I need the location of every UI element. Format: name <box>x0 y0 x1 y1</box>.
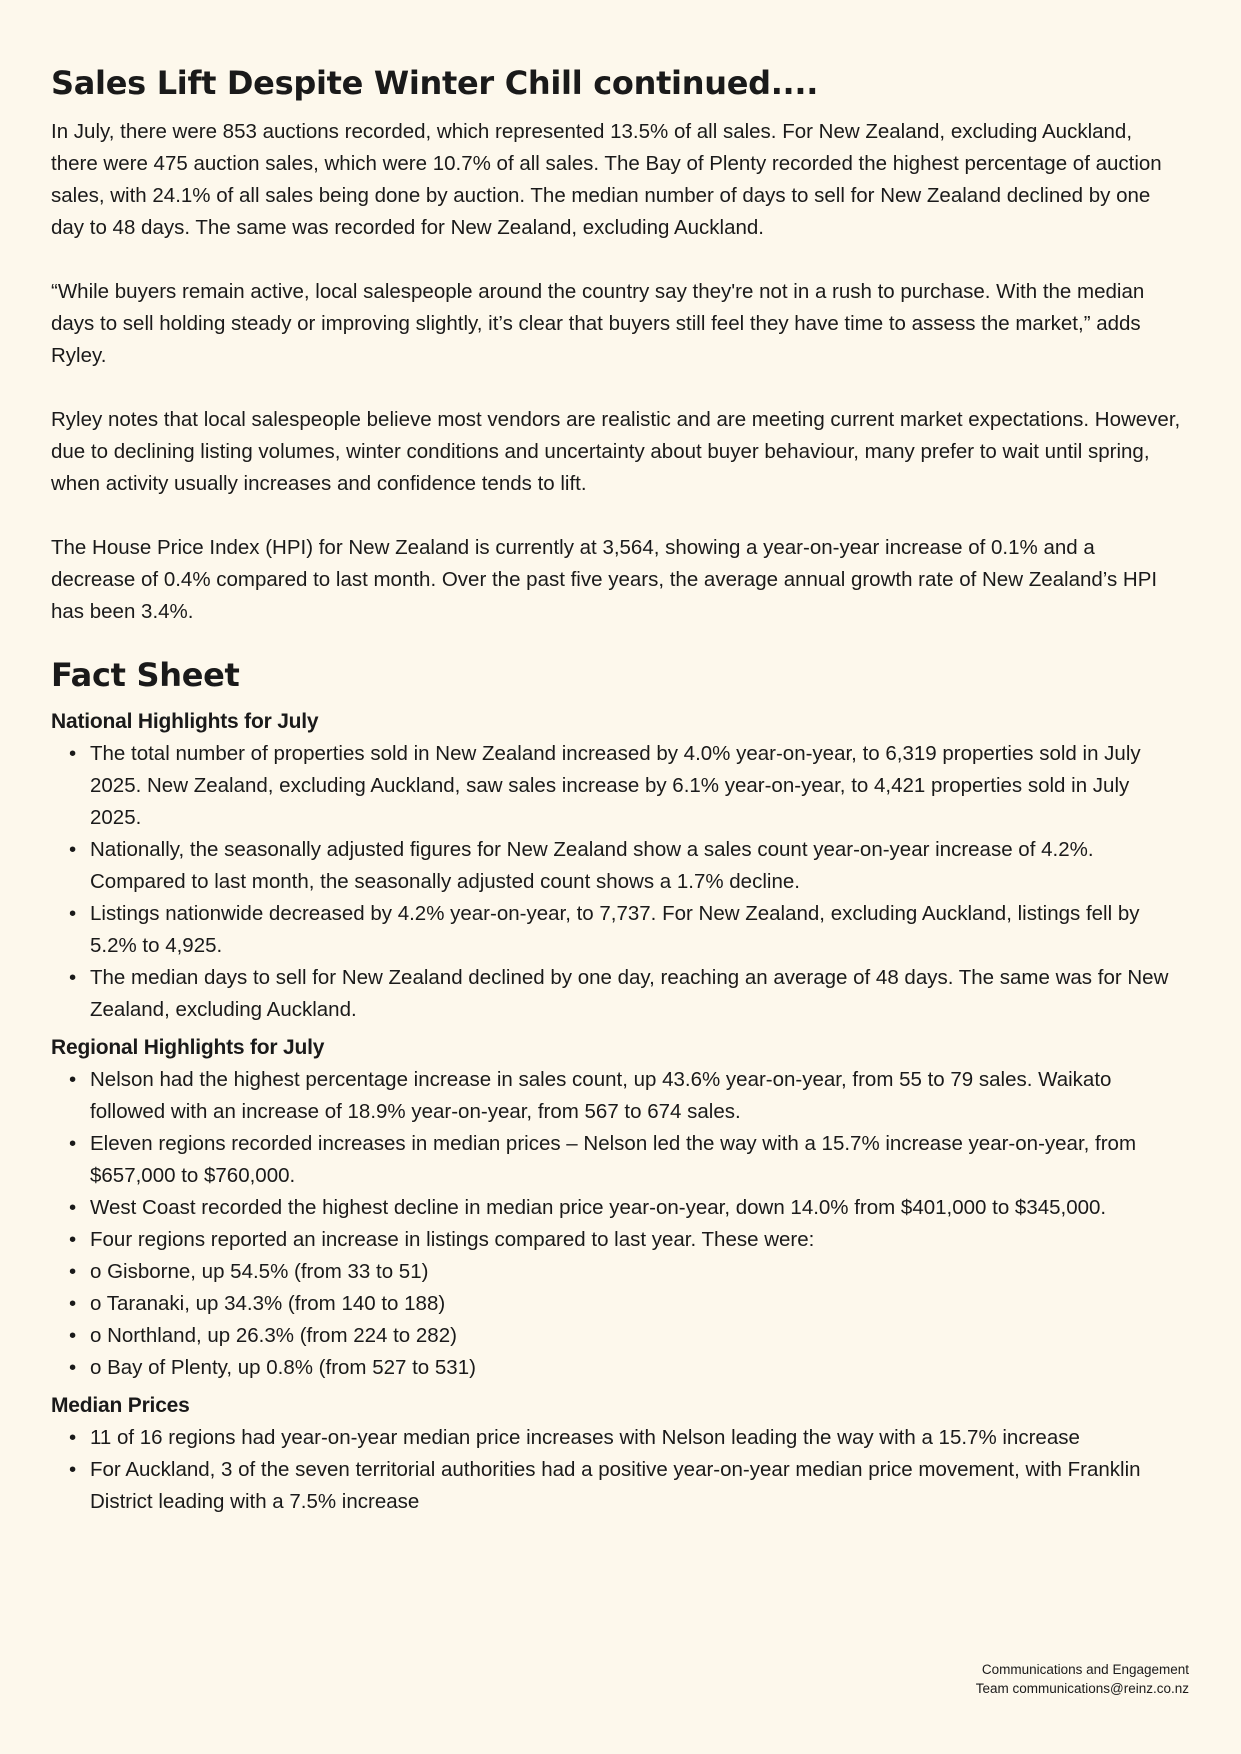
list-item: • o Gisborne, up 54.5% (from 33 to 51) <box>90 1256 1181 1288</box>
list-item: • West Coast recorded the highest decline in median price year-on-year, down 14.0% from $401,000 to $345,000. <box>90 1192 1181 1224</box>
list-item: • o Taranaki, up 34.3% (from 140 to 188) <box>90 1288 1181 1320</box>
regional-highlights-list <box>51 1064 1181 1384</box>
list-item: • o Bay of Plenty, up 0.8% (from 527 to 531) <box>90 1352 1181 1384</box>
regional-highlights <box>51 1032 1181 1384</box>
list-item: • 11 of 16 regions had year-on-year median price increases with Nelson leading the way with a 15.7% increase <box>90 1422 1181 1454</box>
national-highlights <box>51 706 1181 1026</box>
footer-line-1: Communications and Engagement <box>981 1662 1189 1677</box>
list-item: • o Northland, up 26.3% (from 224 to 282) <box>90 1320 1181 1352</box>
footer-contact <box>976 1660 1189 1698</box>
list-item: • The median days to sell for New Zealand declined by one day, reaching an average of 48 days. The same was for New Zealand, excluding Auckland. <box>90 962 1181 1026</box>
median-prices <box>51 1390 1181 1518</box>
national-highlights-list <box>51 738 1181 1026</box>
list-item: • Listings nationwide decreased by 4.2% year-on-year, to 7,737. For New Zealand, excluding Auckland, listings fell by 5.2% to 4,925. <box>90 898 1181 962</box>
page-title: Sales Lift Despite Winter Chill continued.... <box>51 64 819 102</box>
fact-sheet-heading: Fact Sheet <box>51 656 240 694</box>
paragraph-quote: “While buyers remain active, local salespeople around the country say they're not in a rush to purchase. With the median days to sell holding steady or improving slightly, it’s clear that buyers still feel they have time to assess the market,” adds Ryley. <box>51 280 1145 367</box>
list-item: • Nationally, the seasonally adjusted figures for New Zealand show a sales count year-on-year increase of 4.2%. Compared to last month, the seasonally adjusted count shows a 1.7% decline. <box>90 834 1181 898</box>
footer-line-2: Team communications@reinz.co.nz <box>975 1681 1189 1696</box>
median-prices-list <box>51 1422 1181 1518</box>
median-prices-heading: Median Prices <box>51 1394 190 1417</box>
list-item: • For Auckland, 3 of the seven territorial authorities had a positive year-on-year median price movement, with Franklin District leading with a 7.5% increase <box>90 1454 1181 1518</box>
paragraph-vendors: Ryley notes that local salespeople believe most vendors are realistic and are meeting current market expectations. However, due to declining listing volumes, winter conditions and uncertainty about buyer behaviour, many prefer to wait until spring, when activity usually increases and confidence tends to lift. <box>51 408 1181 495</box>
list-item: • The total number of properties sold in New Zealand increased by 4.0% year-on-year, to 6,319 properties sold in July 2025. New Zealand, excluding Auckland, saw sales increase by 6.1% year-on-year, to 4,421 properties sold in July 2025. <box>90 738 1181 834</box>
paragraph-hpi: The House Price Index (HPI) for New Zealand is currently at 3,564, showing a year-on-year increase of 0.1% and a decrease of 0.4% compared to last month. Over the past five years, the average annual growth rate of New Zealand’s HPI has been 3.4%. <box>51 536 1158 623</box>
document-page <box>51 64 1181 1524</box>
national-highlights-heading: National Highlights for July <box>51 710 319 733</box>
paragraph-auctions: In July, there were 853 auctions recorded, which represented 13.5% of all sales. For New Zealand, excluding Auckland, there were 475 auction sales, which were 10.7% of all sales. The Bay of Plenty recorded the highest percentage of auction sales, with 24.1% of all sales being done by auction. The median number of days to sell for New Zealand declined by one day to 48 days. The same was recorded for New Zealand, excluding Auckland. <box>51 120 1162 239</box>
list-item: • Nelson had the highest percentage increase in sales count, up 43.6% year-on-year, from 55 to 79 sales. Waikato followed with an increase of 18.9% year-on-year, from 567 to 674 sales. <box>90 1064 1181 1128</box>
regional-highlights-heading: Regional Highlights for July <box>51 1036 325 1059</box>
list-item: • Four regions reported an increase in listings compared to last year. These were: <box>90 1224 1181 1256</box>
list-item: • Eleven regions recorded increases in median prices – Nelson led the way with a 15.7% increase year-on-year, from $657,000 to $760,000. <box>90 1128 1181 1192</box>
